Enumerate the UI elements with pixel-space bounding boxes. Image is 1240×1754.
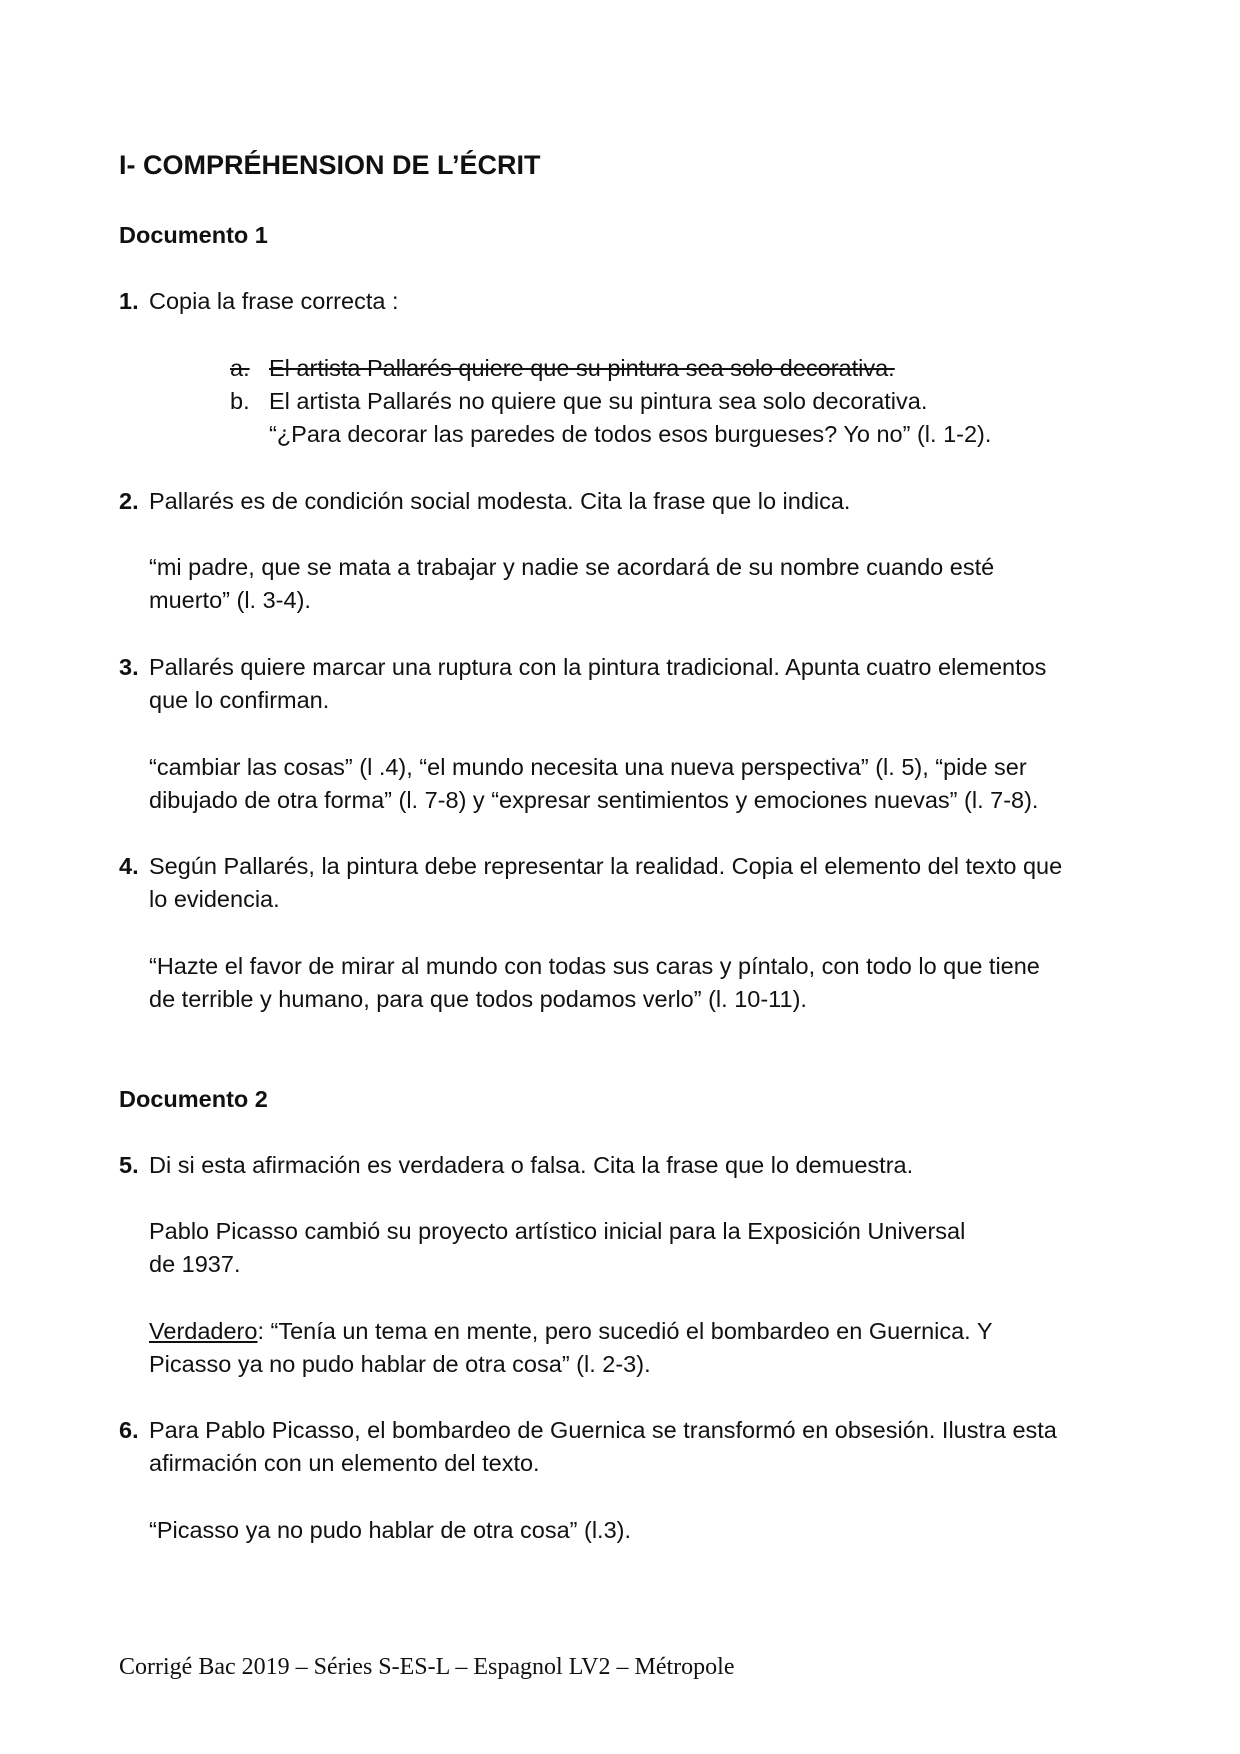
page-footer: Corrigé Bac 2019 – Séries S-ES-L – Espagnol LV2 – Métropole [119,1654,735,1680]
q6-prompt-line1: Para Pablo Picasso, el bombardeo de Guernica se transformó en obsesión. Ilustra esta [149,1417,1057,1443]
q1-option-b-quote: “¿Para decorar las paredes de todos esos burgueses? Yo no” (l. 1-2). [269,421,992,447]
q5-verdict: Verdadero [149,1318,258,1344]
q5-number: 5. [119,1152,139,1178]
doc1-heading: Documento 1 [119,222,268,248]
q2-prompt: Pallarés es de condición social modesta. Cita la frase que lo indica. [149,488,851,514]
q4-number: 4. [119,853,139,879]
q5-answer-line1 [149,1320,993,1344]
q1-option-a-text: El artista Pallarés quiere que su pintura sea solo decorativa. [269,355,895,381]
q6-prompt-line2: afirmación con un elemento del texto. [149,1450,540,1476]
q3-answer-line2: dibujado de otra forma” (l. 7-8) y “expresar sentimientos y emociones nuevas” (l. 7-8). [149,787,1039,813]
q2-answer-line1: “mi padre, que se mata a trabajar y nadie se acordará de su nombre cuando esté [149,554,995,580]
q1-option-a-marker: a. [230,355,250,381]
q5-answer-line1-rest: : “Tenía un tema en mente, pero sucedió el bombardeo en Guernica. Y [257,1318,993,1344]
q3-prompt-line2: que lo confirman. [149,687,330,713]
q4-answer-line1: “Hazte el favor de mirar al mundo con todas sus caras y píntalo, con todo lo que tiene [149,953,1040,979]
doc2-heading: Documento 2 [119,1086,268,1112]
q4-prompt-line1: Según Pallarés, la pintura debe representar la realidad. Copia el elemento del texto que [149,853,1063,879]
q6-number: 6. [119,1417,139,1443]
q3-answer-line1: “cambiar las cosas” (l .4), “el mundo necesita una nueva perspectiva” (l. 5), “pide ser [149,754,1027,780]
q4-prompt-line2: lo evidencia. [149,886,280,912]
q1-option-b-text: El artista Pallarés no quiere que su pintura sea solo decorativa. [269,388,928,414]
q6-answer: “Picasso ya no pudo hablar de otra cosa” (l.3). [149,1517,632,1543]
q5-statement-line2: de 1937. [149,1251,241,1277]
q3-prompt-line1: Pallarés quiere marcar una ruptura con la pintura tradicional. Apunta cuatro elementos [149,654,1047,680]
q2-answer-line2: muerto” (l. 3-4). [149,587,311,613]
q5-statement-line1: Pablo Picasso cambió su proyecto artístico inicial para la Exposición Universal [149,1218,966,1244]
q1-option-b-marker: b. [230,388,250,414]
q2-number: 2. [119,488,139,514]
q5-prompt: Di si esta afirmación es verdadera o falsa. Cita la frase que lo demuestra. [149,1152,914,1178]
section-title: I- COMPRÉHENSION DE L’ÉCRIT [119,150,541,180]
q3-number: 3. [119,654,139,680]
q1-number: 1. [119,288,139,314]
q1-prompt: Copia la frase correcta : [149,288,399,314]
q5-answer-line2: Picasso ya no pudo hablar de otra cosa” (l. 2-3). [149,1351,651,1377]
q4-answer-line2: de terrible y humano, para que todos podamos verlo” (l. 10-11). [149,986,807,1012]
